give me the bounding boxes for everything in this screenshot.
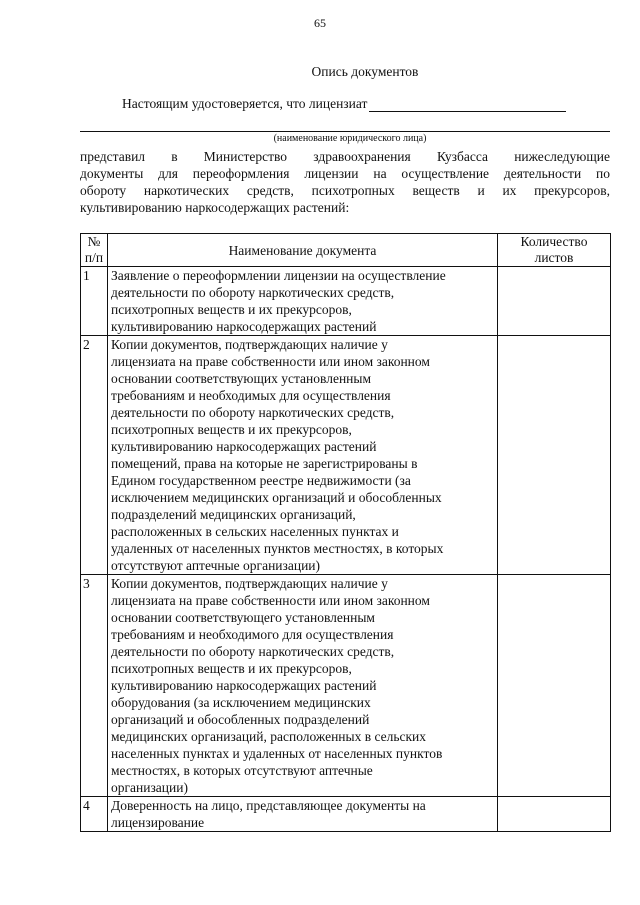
header-document-name: Наименование документа bbox=[108, 234, 498, 267]
row-number: 4 bbox=[81, 797, 108, 832]
row-number: 2 bbox=[81, 336, 108, 575]
document-name-line: лицензиата на праве собственности или ином законном bbox=[111, 593, 430, 608]
row-document-name bbox=[108, 336, 498, 575]
row-document-name bbox=[108, 267, 498, 336]
paragraph-line: обороту наркотических средств, психотропных веществ и их прекурсоров, bbox=[80, 183, 610, 198]
document-name-line: лицензирование bbox=[111, 815, 205, 830]
document-name-line: основании соответствующего установленным bbox=[111, 610, 375, 625]
paragraph-line: документы для переоформления лицензии на осуществление деятельности по bbox=[80, 166, 610, 181]
intro-paragraph bbox=[80, 148, 610, 216]
table-row bbox=[81, 797, 611, 832]
document-title: Опись документов bbox=[311, 64, 419, 79]
document-name-line: Копии документов, подтверждающих наличие у bbox=[111, 337, 388, 352]
document-name-line: отсутствуют аптечные организации) bbox=[111, 558, 321, 573]
document-name-line: культивированию наркосодержащих растений bbox=[111, 439, 377, 454]
documents-table bbox=[80, 233, 611, 832]
document-name-line: деятельности по обороту наркотических средств, bbox=[111, 644, 395, 659]
page-number: 65 bbox=[314, 16, 326, 30]
row-number: 3 bbox=[81, 575, 108, 797]
document-name-line: культивированию наркосодержащих растений bbox=[111, 678, 377, 693]
paragraph-line: представил в Министерство здравоохранения Кузбасса нижеследующие bbox=[80, 149, 610, 164]
document-name-line: требованиям и необходимого для осуществления bbox=[111, 627, 394, 642]
document-name-line: основании соответствующих установленным bbox=[111, 371, 372, 386]
header-number-line1: № bbox=[87, 234, 101, 249]
document-name-line: лицензиата на праве собственности или ином законном bbox=[111, 354, 430, 369]
row-document-name bbox=[108, 797, 498, 832]
document-name-line: Заявление о переоформлении лицензии на осуществление bbox=[111, 268, 446, 283]
row-sheet-count[interactable] bbox=[498, 797, 611, 832]
document-name-line: расположенных в сельских населенных пунктах и bbox=[111, 524, 399, 539]
document-name-line: оборудования (за исключением медицинских bbox=[111, 695, 371, 710]
legal-entity-caption: (наименование юридического лица) bbox=[273, 133, 427, 144]
header-number-line2: п/п bbox=[84, 250, 104, 265]
document-name-line: исключением медицинских организаций и обособленных bbox=[111, 490, 442, 505]
table-row bbox=[81, 575, 611, 797]
document-name-line: Копии документов, подтверждающих наличие у bbox=[111, 576, 388, 591]
header-number bbox=[81, 234, 108, 267]
document-name-line: помещений, права на которые не зарегистрированы в bbox=[111, 456, 418, 471]
document-name-line: организации) bbox=[111, 780, 188, 795]
table-row bbox=[81, 267, 611, 336]
document-name-line: психотропных веществ и их прекурсоров, bbox=[111, 661, 352, 676]
table-header-row bbox=[81, 234, 611, 267]
licensee-name-underline bbox=[80, 131, 610, 132]
certify-text: Настоящим удостоверяется, что лицензиат bbox=[122, 96, 368, 111]
table-row bbox=[81, 336, 611, 575]
header-qty-line2: листов bbox=[534, 250, 574, 265]
certify-line bbox=[122, 96, 566, 112]
document-name-line: Доверенность на лицо, представляющее документы на bbox=[111, 798, 426, 813]
document-name-line: медицинских организаций, расположенных в сельских bbox=[111, 729, 427, 744]
document-name-line: культивированию наркосодержащих растений bbox=[111, 319, 377, 334]
row-sheet-count[interactable] bbox=[498, 336, 611, 575]
document-name-line: населенных пунктах и удаленных от населенных пунктов bbox=[111, 746, 443, 761]
document-name-line: психотропных веществ и их прекурсоров, bbox=[111, 302, 352, 317]
header-sheet-count bbox=[498, 234, 611, 267]
document-name-line: психотропных веществ и их прекурсоров, bbox=[111, 422, 352, 437]
document-name-line: удаленных от населенных пунктов местностях, в которых bbox=[111, 541, 444, 556]
document-name-line: деятельности по обороту наркотических средств, bbox=[111, 285, 395, 300]
row-sheet-count[interactable] bbox=[498, 575, 611, 797]
document-name-line: требованиям и необходимых для осуществления bbox=[111, 388, 391, 403]
row-sheet-count[interactable] bbox=[498, 267, 611, 336]
licensee-name-blank[interactable] bbox=[369, 97, 566, 112]
header-qty-line1: Количество bbox=[520, 234, 588, 249]
document-name-line: Едином государственном реестре недвижимости (за bbox=[111, 473, 411, 488]
row-number: 1 bbox=[81, 267, 108, 336]
row-document-name bbox=[108, 575, 498, 797]
document-name-line: подразделений медицинских организаций, bbox=[111, 507, 356, 522]
document-name-line: деятельности по обороту наркотических средств, bbox=[111, 405, 395, 420]
paragraph-line: культивированию наркосодержащих растений: bbox=[80, 200, 350, 215]
document-name-line: организаций и обособленных подразделений bbox=[111, 712, 370, 727]
document-name-line: местностях, в которых отсутствуют аптечные bbox=[111, 763, 373, 778]
